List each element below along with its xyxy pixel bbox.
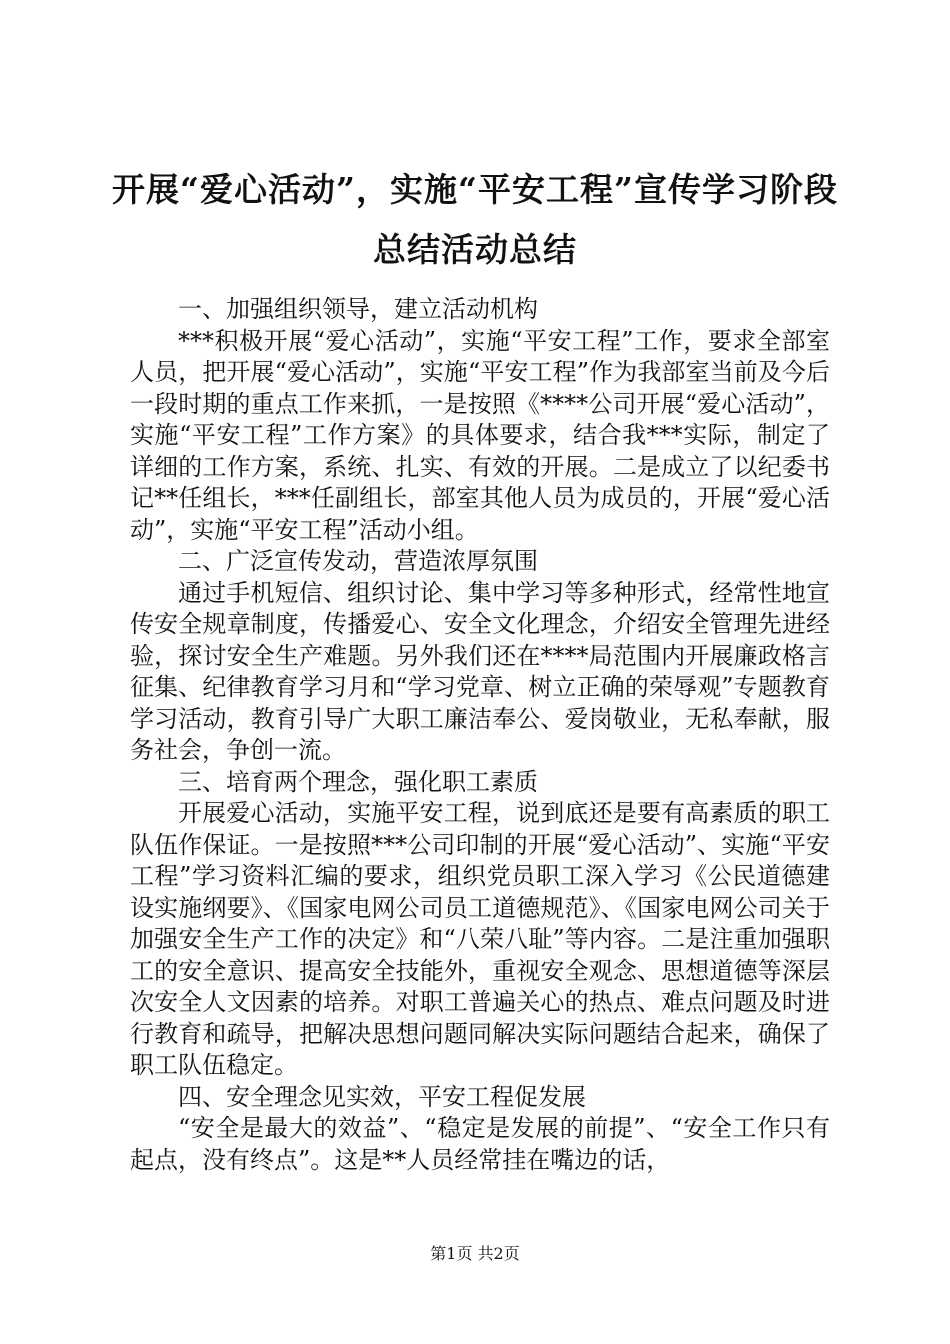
section-heading-2: 二、广泛宣传发动，营造浓厚氛围 xyxy=(178,547,538,575)
document-title: 开展“爱心活动”，实施“平安工程”宣传学习阶段总结活动总结 xyxy=(112,170,838,269)
section-heading-1: 一、加强组织领导，建立活动机构 xyxy=(178,295,538,323)
document-body xyxy=(130,294,830,1176)
section-paragraph-4: “安全是最大的效益”、“稳定是发展的前提”、“安全工作只有起点，没有终点”。这是**人员经常挂在嘴边的话， xyxy=(130,1114,830,1174)
section-paragraph-1: ***积极开展“爱心活动”，实施“平安工程”工作，要求全部室人员，把开展“爱心活动”，实施“平安工程”作为我部室当前及今后一段时期的重点工作来抓，一是按照《****公司开展“爱心活动”，实施“平安工程”工作方案》的具体要求，结合我***实际，制定了详细的工作方案，系统、扎实、有效的开展。二是成立了以纪委书记**任组长，***任副组长，部室其他人员为成员的，开展“爱心活动”，实施“平安工程”活动小组。 xyxy=(130,326,830,544)
page-number-footer: 第1页 共2页 xyxy=(430,1244,520,1263)
section-paragraph-2: 通过手机短信、组织讨论、集中学习等多种形式，经常性地宣传安全规章制度，传播爱心、安全文化理念，介绍安全管理先进经验，探讨安全生产难题。另外我们还在****局范围内开展廉政格言征集、纪律教育学习月和“学习党章、树立正确的荣辱观”专题教育学习活动，教育引导广大职工廉洁奉公、爱岗敬业，无私奉献，服务社会，争创一流。 xyxy=(130,578,830,764)
section-paragraph-3: 开展爱心活动，实施平安工程，说到底还是要有高素质的职工队伍作保证。一是按照***公司印制的开展“爱心活动”、实施“平安工程”学习资料汇编的要求，组织党员职工深入学习《公民道德建设实施纲要》、《国家电网公司员工道德规范》、《国家电网公司关于加强安全生产工作的决定》和“八荣八耻”等内容。二是注重加强职工的安全意识、提高安全技能外，重视安全观念、思想道德等深层次安全人文因素的培养。对职工普遍关心的热点、难点问题及时进行教育和疏导，把解决思想问题同解决实际问题结合起来，确保了职工队伍稳定。 xyxy=(130,799,830,1079)
section-heading-4: 四、安全理念见实效，平安工程促发展 xyxy=(178,1082,586,1111)
section-heading-3: 三、培育两个理念，强化职工素质 xyxy=(178,767,538,796)
